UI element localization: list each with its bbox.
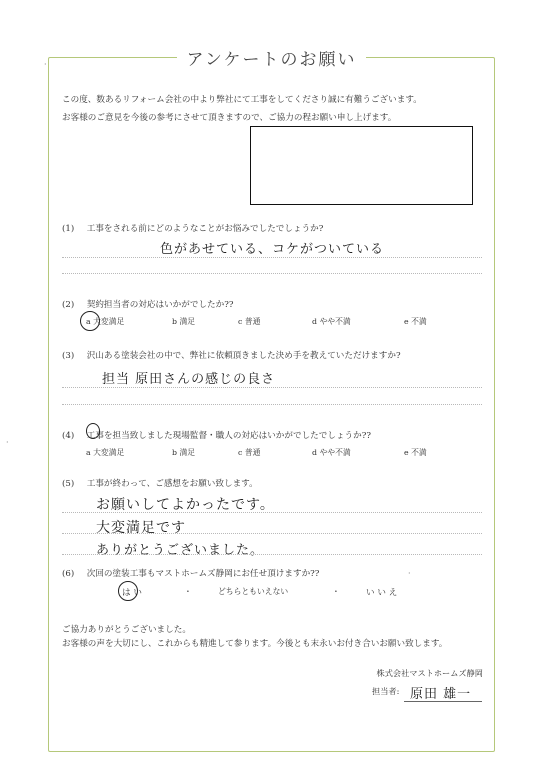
margin-mark: ·: [6, 438, 9, 447]
q4-option-c[interactable]: c 普通: [238, 448, 261, 457]
question-6: [62, 567, 319, 579]
q6-option-yes[interactable]: は い: [122, 588, 142, 598]
q2-option-d[interactable]: d やや不満: [312, 317, 351, 326]
q6-selected-circle-mark: [118, 581, 138, 601]
question-4-number: (4): [62, 431, 75, 441]
question-5: [62, 477, 258, 489]
question-6-number: (6): [62, 569, 75, 579]
answer-1-line-1: [62, 257, 482, 258]
q2-selected-circle-mark: [80, 311, 100, 331]
photo-placeholder-box: [250, 126, 473, 205]
answer-5-line-3-handwritten: ありがとうございました。: [96, 543, 265, 558]
closing-line-2: お客様の声を大切にし、これからも精進して参ります。今後とも末永いお付き合いお願い致します。: [62, 639, 448, 649]
intro-text: [62, 91, 422, 127]
q4-option-b[interactable]: b 満足: [172, 448, 196, 457]
intro-line-2: お客様のご意見を今後の参考にさせて頂きますので、ご協力の程お願い申し上げます。: [62, 113, 397, 123]
question-3-number: (3): [62, 351, 75, 361]
q4-selected-circle-mark: [86, 423, 100, 439]
q2-option-a[interactable]: a 大変満足: [86, 317, 125, 326]
staff-name-handwritten: 原田 雄一: [410, 687, 472, 702]
answer-3-line-2: [62, 404, 482, 405]
answer-1-line-2: [62, 273, 482, 274]
answer-5-line-2-handwritten: 大変満足です: [96, 520, 186, 536]
question-3: [62, 349, 401, 361]
q4-option-d[interactable]: d やや不満: [312, 448, 351, 457]
question-2: [62, 298, 233, 310]
q2-option-c[interactable]: c 普通: [238, 317, 261, 326]
q2-option-b[interactable]: b 満足: [172, 317, 196, 326]
margin-mark: ·: [408, 569, 411, 578]
intro-line-1: この度、数あるリフォーム会社の中より弊社にて工事をしてくださり誠に有難うございます。: [62, 95, 422, 105]
answer-3-handwritten: 担当 原田さんの感じの良さ: [102, 372, 276, 387]
question-5-number: (5): [62, 479, 75, 489]
question-2-text: 契約担当者の対応はいかがでしたか??: [86, 300, 234, 310]
question-6-text: 次回の塗装工事もマストホームズ静岡にお任せ頂けますか??: [86, 569, 320, 579]
margin-mark: ·: [44, 60, 47, 69]
question-1: [62, 222, 323, 234]
answer-5-line-1-handwritten: お願いしてよかったです。: [96, 497, 275, 513]
company-name: 株式会社マストホームズ静岡: [376, 668, 483, 678]
staff-signature-line: [404, 701, 482, 702]
survey-title: アンケートのお願い: [0, 45, 543, 70]
question-2-number: (2): [62, 300, 75, 310]
q6-separator-2: ・: [332, 587, 340, 596]
q4-option-a[interactable]: a 大変満足: [86, 448, 125, 457]
q6-option-neither[interactable]: どちらともいえない: [218, 587, 289, 596]
answer-3-line-1: [62, 387, 482, 388]
answer-5-line-1: [62, 512, 482, 513]
question-4: [62, 429, 371, 441]
q6-separator-1: ・: [184, 587, 192, 596]
closing-line-1: ご協力ありがとうございました。: [62, 625, 191, 635]
q4-option-e[interactable]: e 不満: [404, 448, 427, 457]
staff-label: 担当者:: [372, 686, 400, 696]
question-4-text: 工事を担当致しました現場監督・職人の対応はいかがでしたでしょうか??: [86, 431, 371, 441]
answer-1-handwritten: 色があせている、コケがついている: [160, 242, 385, 257]
question-5-text: 工事が終わって、ご感想をお願い致します。: [86, 479, 258, 489]
question-1-text: 工事をされる前にどのようなことがお悩みでしたでしょうか?: [86, 224, 324, 234]
q2-option-e[interactable]: e 不満: [404, 317, 427, 326]
question-3-text: 沢山ある塗装会社の中で、弊社に依頼頂きました決め手を教えていただけますか?: [86, 351, 401, 361]
q6-option-no[interactable]: い い え: [366, 588, 398, 598]
question-1-number: (1): [62, 224, 75, 234]
answer-5-line-3: [62, 554, 482, 555]
answer-5-line-2: [62, 533, 482, 534]
